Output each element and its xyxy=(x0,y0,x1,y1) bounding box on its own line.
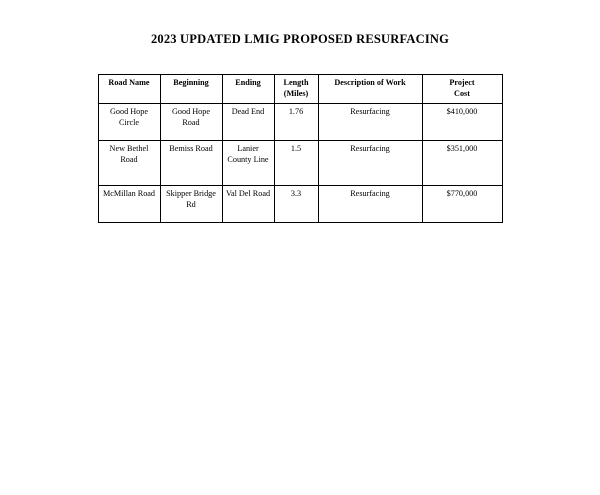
column-header-length-line2: (Miles) xyxy=(283,88,309,98)
table-header-row xyxy=(98,75,502,104)
column-header-beginning: Beginning xyxy=(160,75,222,104)
table-container xyxy=(0,74,600,223)
document-page xyxy=(0,32,600,495)
cell-project-cost: $410,000 xyxy=(422,104,502,141)
cell-project-cost: $351,000 xyxy=(422,141,502,186)
cell-description: Resurfacing xyxy=(318,186,422,223)
cell-beginning: Good Hope Road xyxy=(160,104,222,141)
cell-description: Resurfacing xyxy=(318,141,422,186)
page-title: 2023 UPDATED LMIG PROPOSED RESURFACING xyxy=(150,32,450,46)
column-header-length xyxy=(274,75,318,104)
cell-description: Resurfacing xyxy=(318,104,422,141)
cell-length: 3.3 xyxy=(274,186,318,223)
column-header-length-line1: Length xyxy=(283,78,309,87)
table-header xyxy=(98,75,502,104)
table-row xyxy=(98,104,502,141)
table-row xyxy=(98,141,502,186)
column-header-project-cost xyxy=(422,75,502,104)
cell-beginning: Bemiss Road xyxy=(160,141,222,186)
cell-ending: Val Del Road xyxy=(222,186,274,223)
column-header-road-name: Road Name xyxy=(98,75,160,104)
cell-ending: Lanier County Line xyxy=(222,141,274,186)
table-row xyxy=(98,186,502,223)
column-header-cost-line1: Project xyxy=(449,78,475,87)
resurfacing-table xyxy=(98,74,503,223)
cell-project-cost: $770,000 xyxy=(422,186,502,223)
cell-length: 1.76 xyxy=(274,104,318,141)
cell-road-name: New Bethel Road xyxy=(98,141,160,186)
cell-road-name: Good Hope Circle xyxy=(98,104,160,141)
cell-road-name: McMillan Road xyxy=(98,186,160,223)
cell-beginning: Skipper Bridge Rd xyxy=(160,186,222,223)
table-body xyxy=(98,104,502,223)
column-header-cost-line2: Cost xyxy=(454,88,470,98)
column-header-ending: Ending xyxy=(222,75,274,104)
cell-ending: Dead End xyxy=(222,104,274,141)
cell-length: 1.5 xyxy=(274,141,318,186)
column-header-description: Description of Work xyxy=(318,75,422,104)
